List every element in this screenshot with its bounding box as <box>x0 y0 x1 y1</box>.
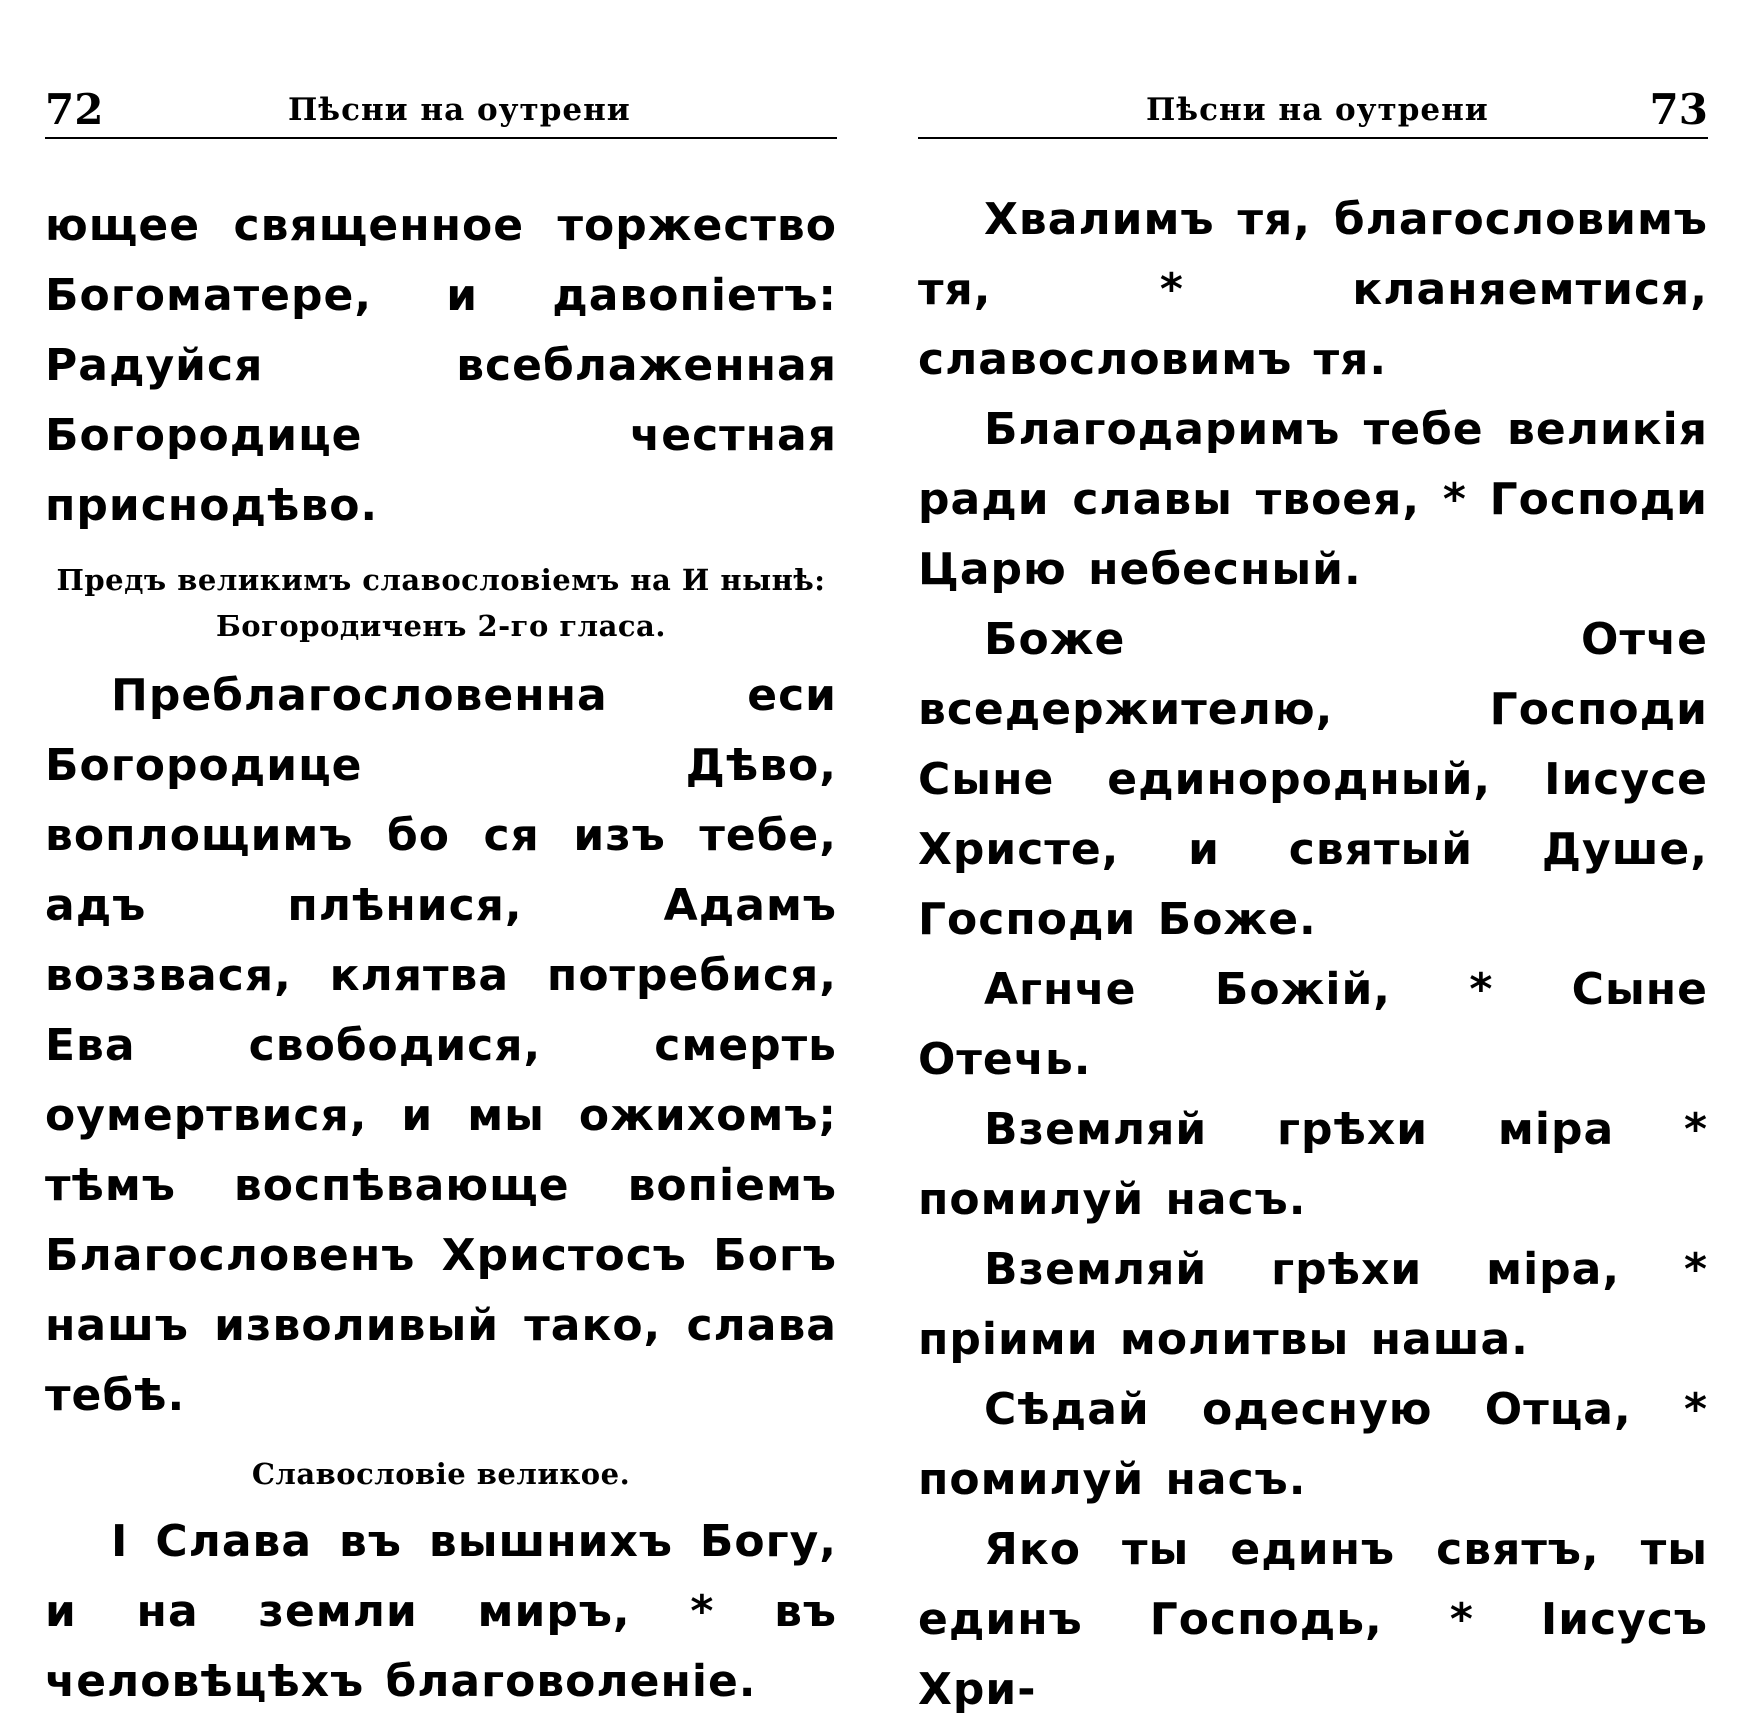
theotokion-paragraph: Преблагословенна еси Богородице Дѣво, воплощимъ бо ся изъ тебе, адъ плѣнися, Адамъ воззвася, клятва потребися, Ева свободися, смерть оумертвися, и мы ожихомъ; тѣмъ воспѣвающе вопіемъ Благословенъ Христосъ Богъ нашъ изволивый тако, слава тебѣ. <box>45 670 837 1421</box>
verse-paragraph: Благодаримъ тебе великія ради славы твоея, * Господи Царю небесный. <box>918 404 1708 595</box>
right-running-title: Пѣсни на оутрени <box>1146 92 1489 128</box>
verse-paragraph: Яко ты единъ святъ, ты единъ Господь, * Іисусъ Хри- <box>918 1524 1708 1715</box>
left-page-number: 72 <box>45 85 104 134</box>
verse-paragraph: Вземляй грѣхи міра * помилуй насъ. <box>918 1104 1708 1225</box>
left-running-head <box>45 84 837 136</box>
right-header-rule <box>918 137 1708 139</box>
right-page-number: 73 <box>1649 85 1708 134</box>
left-header-rule <box>45 137 837 139</box>
verse-paragraph: Боже Отче вседержителю, Господи Сыне единородный, Іисусе Христе, и святый Душе, Господи Боже. <box>918 614 1708 945</box>
right-body <box>918 185 1708 1725</box>
verse-paragraph: Вземляй грѣхи міра, * пріими молитвы наша. <box>918 1244 1708 1365</box>
right-page <box>918 0 1708 1715</box>
verse-paragraph: Агнче Божій, * Сыне Отечь. <box>918 964 1708 1085</box>
right-running-head <box>918 84 1708 136</box>
left-running-title: Пѣсни на оутрени <box>288 92 631 128</box>
continuation-paragraph: ющее священное торжество Богоматере, и давопіетъ: Радуйся всеблаженная Богородице честная приснодѣво. <box>45 200 837 531</box>
left-body <box>45 191 837 1717</box>
rubric-theotokion: Предъ великимъ славословіемъ на И нынѣ: Богородиченъ 2-го гласа. <box>56 563 826 643</box>
left-page <box>45 0 837 1707</box>
verse-paragraph: Сѣдай одесную Отца, * помилуй насъ. <box>918 1384 1708 1505</box>
verse-paragraph: Хвалимъ тя, благословимъ тя, * кланяемтися, славословимъ тя. <box>918 194 1708 385</box>
doxology-opening-paragraph: І Слава въ вышнихъ Богу, и на земли миръ, * въ человѣцѣхъ благоволеніе. <box>45 1516 837 1707</box>
rubric-great-doxology: Славословіе великое. <box>251 1457 631 1491</box>
